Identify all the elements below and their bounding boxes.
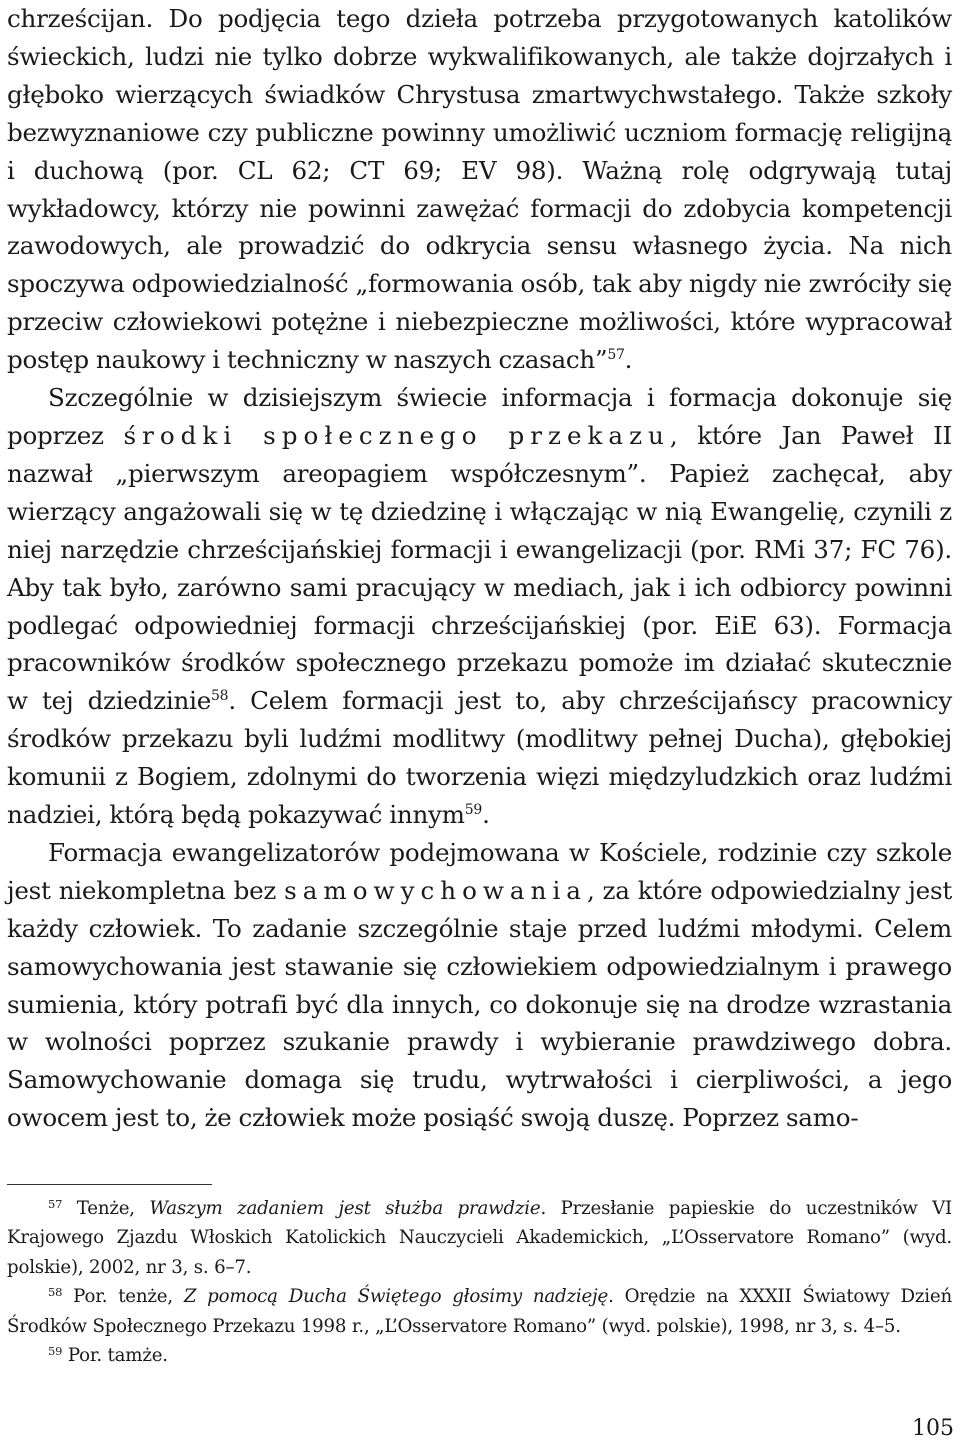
body-text (7, 0, 952, 1137)
paragraph-2-text-b: , które Jan Paweł II nazwał „pierwszym areopagiem współczesnym”. Papież zachęcał, aby wierzący angażowali się w tę dziedzinę i włączając w nią Ewangelię, czynili z niej narzędzie chrześcijańskiej formacji i ewangelizacji (por. RMi 37; FC 76). Aby tak było, zarówno sami pracujący w mediach, jak i ich odbiorcy powinni podlegać odpowiedniej formacji chrześcijańskiej (por. EiE 63). Formacja pracowników środków społecznego przekazu pomoże im działać skutecznie w tej dziedzinie (7, 420, 952, 716)
paragraph-2-text-c: . Celem formacji jest to, aby chrześcijańscy pracownicy środków przekazu byli ludźmi modlitwy (modlitwy pełnej Ducha), głębokiej komunii z Bogiem, zdolnymi do tworzenia więzi międzyludzkich oraz ludźmi nadziei, którą będą pokazywać innym (7, 686, 952, 830)
footnote-lead: Tenże, (76, 1198, 150, 1219)
footnote-rest: . Przesłanie papieskie do uczestników VI Krajowego Zjazdu Włoskich Katolickich Nauczycieli Akademickich, „L’Osservatore Romano” (wyd. polskie), 2002, nr 3, s. 6–7. (7, 1198, 952, 1278)
footnote-59 (7, 1341, 952, 1370)
paragraph-3-text-b: , za które odpowiedzialny jest każdy człowiek. To zadanie szczególnie staje przed ludźmi młodymi. Celem samowychowania jest stawanie się człowiekiem odpowiedzialnym i prawego sumienia, który potrafi być dla innych, co dokonuje się na drodze wzrastania w wolności poprzez szukanie prawdy i wybieranie prawdziwego dobra. Samowychowanie domaga się trudu, wytrwałości i cierpliwości, a jego owocem jest to, że człowiek może posiąść swoją duszę. Poprzez samo- (7, 875, 952, 1133)
footnote-ref-59[interactable]: 59 (464, 802, 483, 819)
paragraph-1: chrześcijan. Do podjęcia tego dzieła potrzeba przygotowanych katolików świeckich, ludzi nie tylko dobrze wykwalifikowanych, ale także dojrzałych i głęboko wierzących świadków Chrystusa zmartwychwstałego. Także szkoły bezwyznaniowe czy publiczne powinny umożliwić uczniom formację religijną i duchową (por. CL 62; CT 69; EV 98). Ważną rolę odgrywają tutaj wykładowcy, którzy nie powinni zawężać formacji do zdobycia kompetencji zawodowych, ale prowadzić do odkrycia sensu własnego życia. Na nich spoczywa odpowiedzialność „formowania osób, tak aby nigdy nie zwróciły się przeciw człowiekowi potężne i niebezpieczne możliwości, które wypracował postęp naukowy i techniczny w naszych czasach”$^{57}$. (7, 4, 952, 375)
footnote-ref-58[interactable]: 58 (211, 688, 229, 705)
paragraph-2-text-end: . (482, 800, 490, 830)
footnote-separator (7, 1184, 212, 1185)
paragraph-3-text-a: Formacja ewangelizatorów podejmowana w Kościele, rodzinie czy szkole jest niekompletna bez (7, 837, 952, 905)
footnote-number: 57 (48, 1197, 63, 1211)
footnote-ref-57[interactable]: 57 (607, 347, 625, 364)
emphasis-srodki-spolecznego-przekazu: środki społecznego przekazu (123, 420, 670, 450)
footnote-title: Waszym zadaniem jest służba prawdzie (149, 1198, 541, 1219)
footnote-number: 58 (48, 1285, 63, 1300)
paragraph-1-text: chrześcijan. Do podjęcia tego dzieła potrzeba przygotowanych katolików świeckich, ludzi nie tylko dobrze wykwalifikowanych, ale także dojrzałych i głęboko wierzących świadków Chrystusa zmartwychwstałego. Także szkoły bezwyznaniowe czy publiczne powinny umożliwić uczniom formację religijną i duchową (por. CL 62; CT 69; EV 98). Ważną rolę odgrywają tutaj wykładowcy, którzy nie powinni zawężać formacji do zdobycia kompetencji zawodowych, ale prowadzić do odkrycia sensu własnego życia. Na nich spoczywa odpowiedzialność „formowania osób, tak aby nigdy nie zwróciły się przeciw człowiekowi potężne i niebezpieczne możliwości, które wypracował postęp naukowy i techniczny w naszych czasach” (7, 4, 952, 375)
footnote-lead: Por. tamże. (67, 1345, 168, 1367)
paragraph-2 (7, 379, 952, 834)
footnote-rest: . Orędzie na XXXII Światowy Dzień Środków Społecznego Przekazu 1998 r., „L’Osservatore Romano” (wyd. polskie), 1998, nr 3, s. 4–5. (7, 1286, 952, 1337)
page-body (7, 0, 952, 1137)
paragraph-2-text-a: Szczególnie w dzisiejszym świecie informacja i formacja dokonuje się poprzez (7, 383, 952, 450)
footnote-number: 59 (48, 1344, 63, 1359)
footnote-57 (7, 1194, 952, 1282)
paragraph-3 (7, 834, 952, 1137)
footnotes (7, 1194, 952, 1370)
page-number: 105 (912, 1416, 954, 1441)
footnote-58 (7, 1282, 952, 1341)
footnote-lead: Por. tenże, (73, 1286, 184, 1308)
footnote-title: Z pomocą Ducha Świętego głosimy nadzieję (183, 1286, 609, 1308)
emphasis-samowychowania: samowychowania (284, 875, 587, 905)
